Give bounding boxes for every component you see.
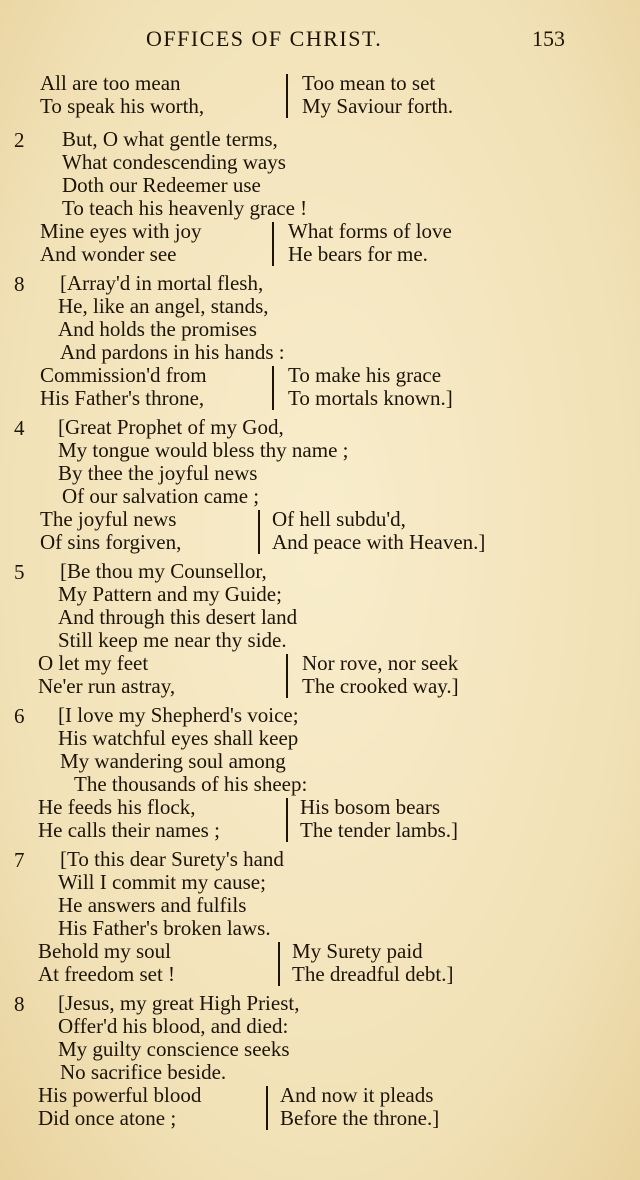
verse-line: Doth our Redeemer use (62, 173, 261, 197)
verse-line-right: The crooked way.] (302, 674, 459, 698)
verse-line-right: To mortals known.] (288, 386, 453, 410)
stanza-number: 8 (14, 272, 25, 296)
verse-divider (258, 510, 260, 554)
verse-line: No sacrifice beside. (60, 1060, 227, 1084)
verse-line: And through this desert land (58, 605, 298, 629)
verse-line: [I love my Shepherd's voice; (58, 703, 299, 727)
page-number: 153 (532, 26, 565, 51)
verse-divider (286, 798, 288, 842)
verse-line-right: The dreadful debt.] (292, 962, 454, 986)
split-verse-row (0, 387, 640, 410)
stanza-number: 7 (14, 848, 25, 872)
verse-line-left: Behold my soul (38, 939, 172, 963)
split-verse-row (0, 95, 640, 118)
verse-line-left: The joyful news (40, 507, 177, 531)
stanza-number: 4 (14, 416, 25, 440)
verse-line-right: Nor rove, nor seek (302, 651, 459, 675)
verse-line-left: All are too mean (40, 71, 181, 95)
verse-line-right: Too mean to set (302, 71, 436, 95)
verse-line-right: What forms of love (288, 219, 452, 243)
verse-line-left: Mine eyes with joy (40, 219, 202, 243)
split-verse-row (0, 652, 640, 675)
verse-line: He, like an angel, stands, (58, 294, 269, 318)
verse-line: My Pattern and my Guide; (58, 582, 282, 606)
verse-line-left: At freedom set ! (38, 962, 176, 986)
stanza-number: 8 (14, 992, 25, 1016)
verse-line: My guilty conscience seeks (58, 1037, 290, 1061)
verse-line-right: The tender lambs.] (300, 818, 459, 842)
verse-line: [Jesus, my great High Priest, (58, 991, 300, 1015)
verse-line: The thousands of his sheep: (74, 772, 308, 796)
verse-line: [To this dear Surety's hand (60, 847, 284, 871)
verse-line-left: O let my feet (38, 651, 149, 675)
verse-line-right: My Saviour forth. (302, 94, 454, 118)
verse-line: My wandering soul among (60, 749, 286, 773)
split-verse-row (0, 675, 640, 698)
split-verse-row (0, 531, 640, 554)
verse-line: He answers and fulfils (58, 893, 247, 917)
verse-line-right: To make his grace (288, 363, 442, 387)
verse-line-left: Did once atone ; (38, 1106, 177, 1130)
verse-line: To teach his heavenly grace ! (62, 196, 308, 220)
verse-divider (272, 366, 274, 410)
verse-line-right: My Surety paid (292, 939, 423, 963)
verse-divider (278, 942, 280, 986)
verse-line-right: He bears for me. (288, 242, 428, 266)
verse-divider (266, 1086, 268, 1130)
split-verse-row (0, 364, 640, 387)
running-head: OFFICES OF CHRIST. (146, 26, 383, 51)
verse-divider (272, 222, 274, 266)
verse-line-left: He calls their names ; (38, 818, 220, 842)
verse-line: My tongue would bless thy name ; (58, 438, 349, 462)
verse-divider (286, 74, 288, 118)
verse-line-right: Of hell subdu'd, (272, 507, 406, 531)
verse-line: His Father's broken laws. (58, 916, 271, 940)
split-verse-row (0, 1107, 640, 1130)
stanza-number: 2 (14, 128, 25, 152)
verse-line: Will I commit my cause; (58, 870, 266, 894)
verse-line-left: Commission'd from (40, 363, 207, 387)
verse-line: And holds the promises (58, 317, 257, 341)
verse-line-right: His bosom bears (300, 795, 440, 819)
verse-line-right: Before the throne.] (280, 1106, 440, 1130)
verse-line-right: And now it pleads (280, 1083, 434, 1107)
verse-line-left: Of sins forgiven, (40, 530, 182, 554)
split-verse-row (0, 819, 640, 842)
split-verse-row (0, 72, 640, 95)
verse-line: What condescending ways (62, 150, 286, 174)
verse-line: [Great Prophet of my God, (58, 415, 284, 439)
verse-line: Offer'd his blood, and died: (58, 1014, 289, 1038)
verse-line-left: His Father's throne, (40, 386, 205, 410)
verse-line: His watchful eyes shall keep (58, 726, 299, 750)
split-verse-row (0, 963, 640, 986)
verse-line: [Be thou my Counsellor, (60, 559, 267, 583)
split-verse-row (0, 940, 640, 963)
verse-line: [Array'd in mortal flesh, (60, 271, 264, 295)
verse-line-left: His powerful blood (38, 1083, 202, 1107)
split-verse-row (0, 243, 640, 266)
stanza-number: 5 (14, 560, 25, 584)
verse-line-left: To speak his worth, (40, 94, 205, 118)
verse-line: By thee the joyful news (58, 461, 258, 485)
verse-line-left: And wonder see (40, 242, 177, 266)
verse-line: Of our salvation came ; (62, 484, 260, 508)
split-verse-row (0, 796, 640, 819)
page-header (0, 24, 640, 54)
verse-line-left: He feeds his flock, (38, 795, 196, 819)
split-verse-row (0, 1084, 640, 1107)
verse-line: Still keep me near thy side. (58, 628, 287, 652)
stanza-number: 6 (14, 704, 25, 728)
verse-divider (286, 654, 288, 698)
verse-line: But, O what gentle terms, (62, 127, 278, 151)
verse-line: And pardons in his hands : (60, 340, 285, 364)
split-verse-row (0, 508, 640, 531)
verse-line-left: Ne'er run astray, (38, 674, 176, 698)
verse-line-right: And peace with Heaven.] (272, 530, 486, 554)
split-verse-row (0, 220, 640, 243)
